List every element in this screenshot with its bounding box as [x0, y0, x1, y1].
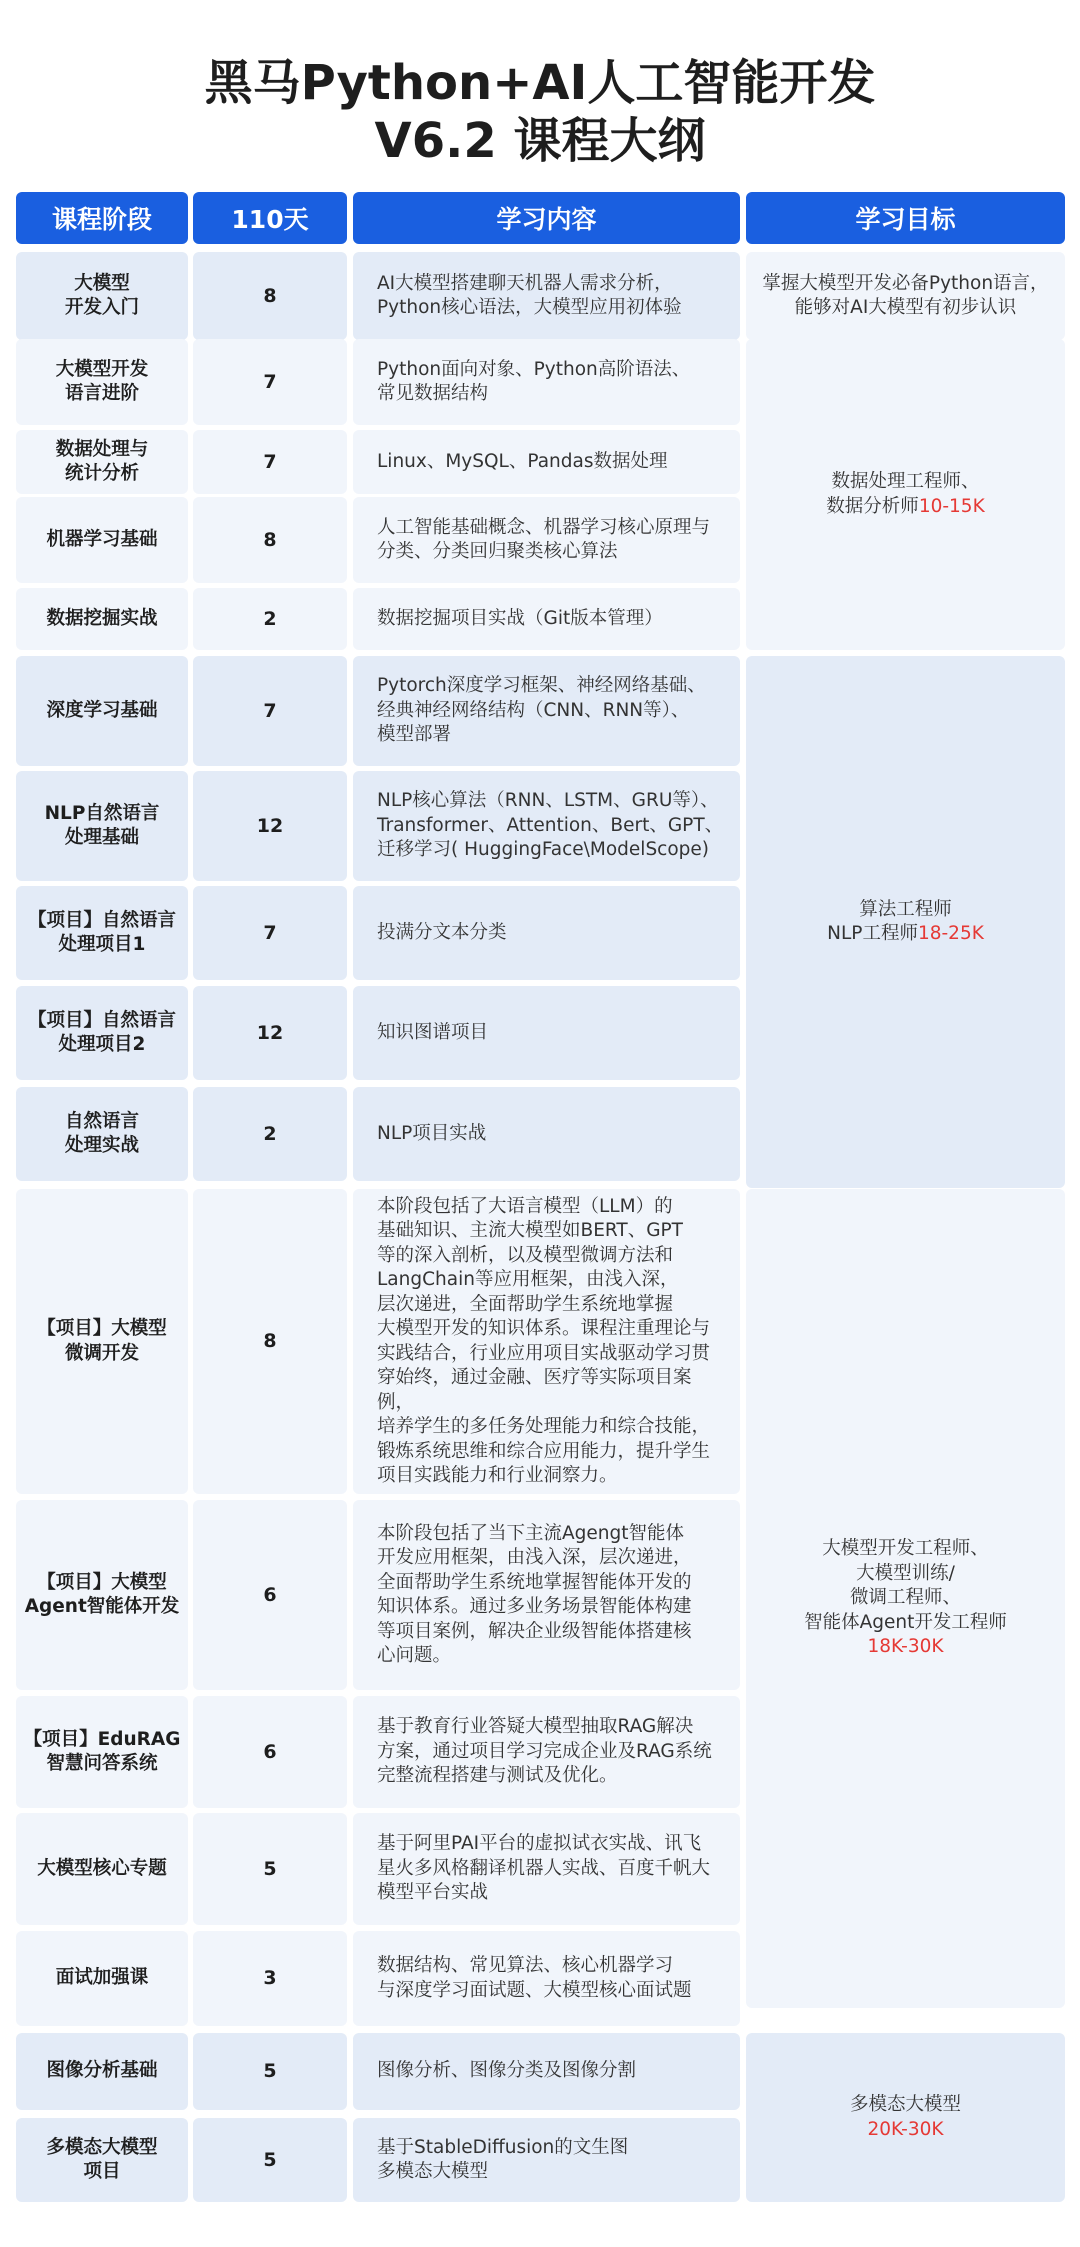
goal-cell	[746, 2033, 1065, 2202]
days-cell: 5	[193, 2033, 347, 2110]
days-cell: 5	[193, 2118, 347, 2202]
stage-cell: 【项目】自然语言 处理项目2	[16, 986, 188, 1080]
days-cell: 2	[193, 588, 347, 650]
days-cell: 12	[193, 771, 347, 881]
days-cell: 7	[193, 339, 347, 425]
goal-text: 掌握大模型开发必备Python语言， 能够对AI大模型有初步认识	[762, 272, 1049, 318]
content-cell: 知识图谱项目	[353, 986, 740, 1080]
goal-cell	[746, 252, 1065, 340]
content-cell: 图像分析、图像分类及图像分割	[353, 2033, 740, 2110]
stage-cell: 大模型开发 语言进阶	[16, 339, 188, 425]
salary-range: 20K-30K	[867, 2118, 944, 2140]
salary-range: 18-25K	[917, 923, 984, 944]
days-cell: 7	[193, 886, 347, 980]
content-cell: 本阶段包括了当下主流Agengt智能体 开发应用框架，由浅入深，层次递进， 全面帮助学生系统地掌握智能体开发的 知识体系。通过多业务场景智能体构建 等项目案例，解决企业级智能体搭建核 心问题。	[353, 1500, 740, 1690]
days-cell: 8	[193, 1189, 347, 1494]
content-cell: 本阶段包括了大语言模型（LLM）的 基础知识、主流大模型如BERT、GPT 等的深入剖析，以及模型微调方法和 LangChain等应用框架，由浅入深， 层次递进，全面帮助学生系统地掌握 大模型开发的知识体系。课程注重理论与 实践结合，行业应用项目实战驱动学习贯 穿始终，通过金融、医疗等实际项目案例， 培养学生的多任务处理能力和综合技能， 锻炼系统思维和综合应用能力，提升学生 项目实践能力和行业洞察力。	[353, 1189, 740, 1494]
header-goal: 学习目标	[746, 192, 1065, 244]
days-cell: 8	[193, 252, 347, 340]
header-days: 110天	[193, 192, 347, 244]
stage-cell: 图像分析基础	[16, 2033, 188, 2110]
days-cell: 2	[193, 1087, 347, 1181]
goal-cell	[746, 656, 1065, 1188]
days-cell: 5	[193, 1813, 347, 1925]
content-cell: Linux、MySQL、Pandas数据处理	[353, 430, 740, 494]
stage-cell: 数据挖掘实战	[16, 588, 188, 650]
days-cell: 8	[193, 497, 347, 583]
stage-cell: 大模型 开发入门	[16, 252, 188, 340]
days-cell: 12	[193, 986, 347, 1080]
page-title-line2: V6.2 课程大纲	[374, 113, 706, 169]
stage-cell: 深度学习基础	[16, 656, 188, 766]
stage-cell: 【项目】自然语言 处理项目1	[16, 886, 188, 980]
stage-cell: 数据处理与 统计分析	[16, 430, 188, 494]
content-cell: 数据结构、常见算法、核心机器学习 与深度学习面试题、大模型核心面试题	[353, 1931, 740, 2026]
content-cell: NLP项目实战	[353, 1087, 740, 1181]
days-cell: 6	[193, 1696, 347, 1808]
days-cell: 6	[193, 1500, 347, 1690]
stage-cell: 自然语言 处理实战	[16, 1087, 188, 1181]
content-cell: 基于教育行业答疑大模型抽取RAG解决 方案，通过项目学习完成企业及RAG系统 完整流程搭建与测试及优化。	[353, 1696, 740, 1808]
stage-cell: 【项目】大模型 Agent智能体开发	[16, 1500, 188, 1690]
content-cell: 人工智能基础概念、机器学习核心原理与 分类、分类回归聚类核心算法	[353, 497, 740, 583]
header-stage: 课程阶段	[16, 192, 188, 244]
goal-text: 多模态大模型	[849, 2094, 961, 2115]
content-cell: 投满分文本分类	[353, 886, 740, 980]
goal-cell	[746, 339, 1065, 650]
stage-cell: 【项目】大模型 微调开发	[16, 1189, 188, 1494]
stage-cell: 大模型核心专题	[16, 1813, 188, 1925]
content-cell: 基于阿里PAI平台的虚拟试衣实战、讯飞 星火多风格翻译机器人实战、百度千帆大 模型平台实战	[353, 1813, 740, 1925]
salary-range: 18K-30K	[867, 1636, 944, 1658]
goal-text: 大模型开发工程师、 大模型训练/ 微调工程师、 智能体Agent开发工程师	[804, 1538, 1007, 1633]
days-cell: 7	[193, 656, 347, 766]
content-cell: 数据挖掘项目实战（Git版本管理）	[353, 588, 740, 650]
days-cell: 3	[193, 1931, 347, 2026]
stage-cell: 机器学习基础	[16, 497, 188, 583]
content-cell: Pytorch深度学习框架、神经网络基础、 经典神经网络结构（CNN、RNN等）、 模型部署	[353, 656, 740, 766]
goal-text: 数据处理工程师、 数据分析师	[826, 471, 980, 517]
content-cell: NLP核心算法（RNN、LSTM、GRU等）、 Transformer、Attention、Bert、GPT、 迁移学习( HuggingFace\ModelScope)	[353, 771, 740, 881]
goal-cell	[746, 1189, 1065, 2008]
page-title-line1: 黑马Python+AI人工智能开发	[204, 55, 876, 111]
header-content: 学习内容	[353, 192, 740, 244]
stage-cell: NLP自然语言 处理基础	[16, 771, 188, 881]
stage-cell: 面试加强课	[16, 1931, 188, 2026]
days-cell: 7	[193, 430, 347, 494]
stage-cell: 【项目】EduRAG 智慧问答系统	[16, 1696, 188, 1808]
goal-text: 算法工程师 NLP工程师	[827, 898, 952, 944]
content-cell: Python面向对象、Python高阶语法、 常见数据结构	[353, 339, 740, 425]
content-cell: AI大模型搭建聊天机器人需求分析， Python核心语法，大模型应用初体验	[353, 252, 740, 340]
content-cell: 基于StableDiffusion的文生图 多模态大模型	[353, 2118, 740, 2202]
stage-cell: 多模态大模型 项目	[16, 2118, 188, 2202]
salary-range: 10-15K	[918, 495, 985, 517]
